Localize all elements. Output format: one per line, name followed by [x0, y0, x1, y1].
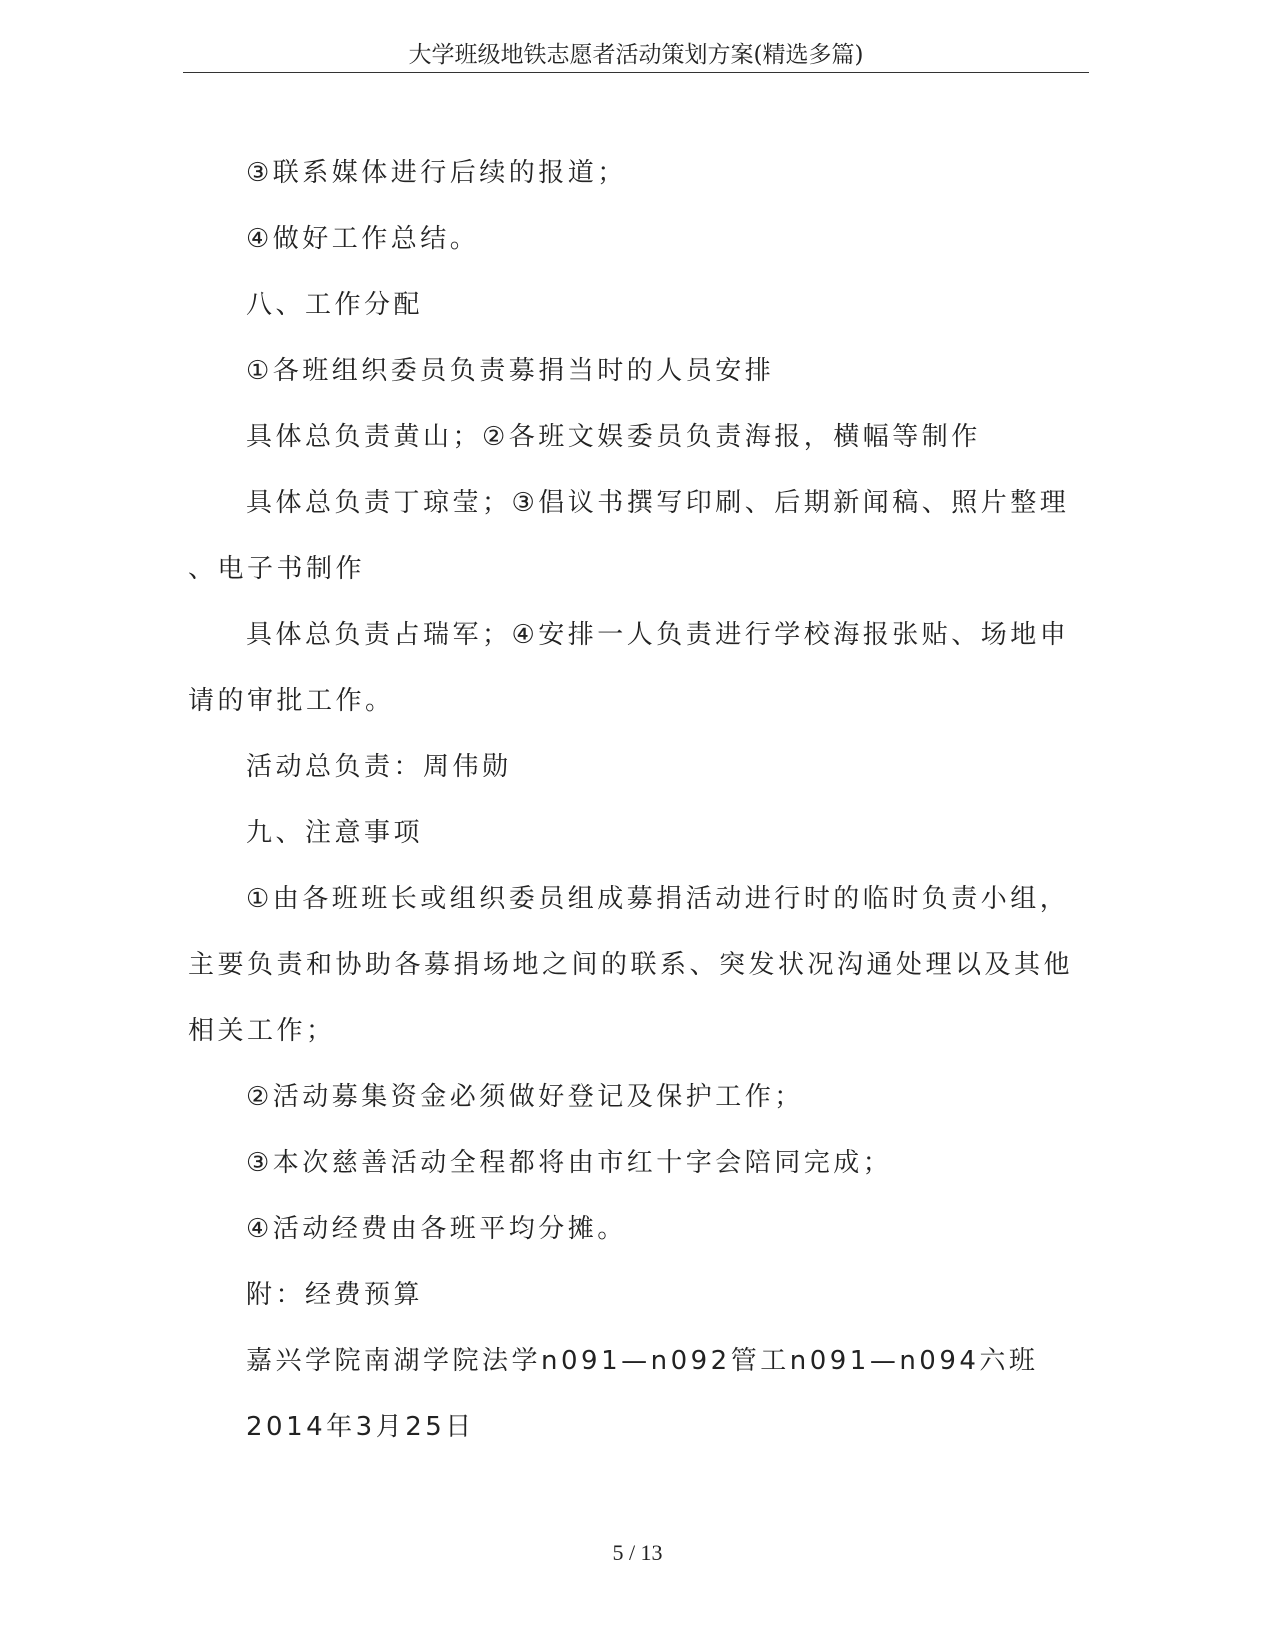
paragraph-line: ③本次慈善活动全程都将由市红十字会陪同完成；	[246, 1148, 893, 1178]
paragraph-line: 相关工作；	[188, 1016, 336, 1046]
paragraph-line: ①由各班班长或组织委员组成募捐活动进行时的临时负责小组，	[246, 884, 1070, 914]
paragraph-line: 具体总负责黄山；②各班文娱委员负责海报，横幅等制作	[246, 422, 981, 452]
paragraph-line: ①各班组织委员负责募捐当时的人员安排	[246, 356, 775, 386]
section-heading: 八、工作分配	[246, 290, 424, 320]
paragraph-line: 具体总负责丁琼莹；③倡议书撰写印刷、后期新闻稿、照片整理	[246, 488, 1070, 518]
date-line: 2014年3月25日	[246, 1412, 475, 1442]
header-divider	[183, 72, 1089, 73]
page-number: 5 / 13	[612, 1540, 663, 1565]
signature-line: 嘉兴学院南湖学院法学n091—n092管工n091—n094六班	[246, 1346, 1039, 1376]
paragraph-line: 附：经费预算	[246, 1280, 424, 1310]
paragraph-line: 请的审批工作。	[188, 686, 395, 716]
page-header-title: 大学班级地铁志愿者活动策划方案(精选多篇)	[408, 42, 864, 68]
paragraph-line: 活动总负责：周伟勋	[246, 752, 512, 782]
paragraph-line: 、电子书制作	[188, 554, 366, 584]
paragraph-line: ④做好工作总结。	[246, 224, 480, 254]
document-body	[188, 140, 1074, 1460]
paragraph-line: 主要负责和协助各募捐场地之间的联系、突发状况沟通处理以及其他	[188, 950, 1074, 980]
paragraph-line: ④活动经费由各班平均分摊。	[246, 1214, 627, 1244]
paragraph-line: 具体总负责占瑞军；④安排一人负责进行学校海报张贴、场地申	[246, 620, 1070, 650]
section-heading: 九、注意事项	[246, 818, 424, 848]
paragraph-line: ②活动募集资金必须做好登记及保护工作；	[246, 1082, 804, 1112]
paragraph-line: ③联系媒体进行后续的报道；	[246, 158, 627, 188]
